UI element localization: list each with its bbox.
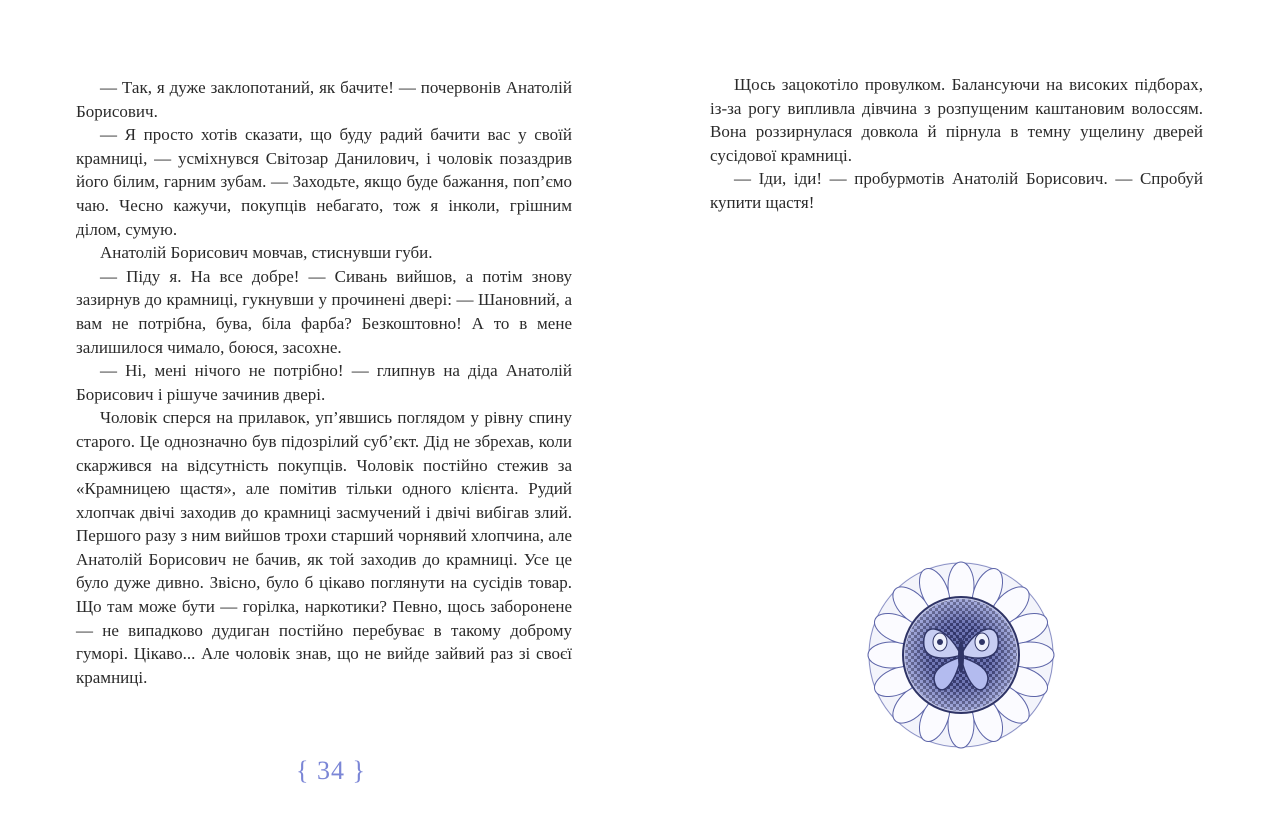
left-page-text: [76, 76, 572, 689]
right-page-text: [710, 73, 1203, 215]
butterfly-sunflower-medallion-icon: [866, 560, 1056, 750]
right-page: [640, 0, 1280, 818]
page-number: { 34 }: [296, 756, 366, 785]
paragraph: — Ні, мені нічого не потрібно! — глипнув на діда Анатолій Борисович і рішуче зачинив двері.: [76, 361, 572, 404]
paragraph: Щось зацокотіло провулком. Балансуючи на високих підборах, із-за рогу випливла дівчина з розпущеним каштановим волоссям. Вона роззирнулася довкола й пірнула в темну ущелину дверей сусідової крамниці.: [710, 75, 1203, 165]
paragraph: Чоловік сперся на прилавок, уп’явшись поглядом у рівну спину старого. Це однозначно був підозрілий суб’єкт. Дід не збрехав, коли скаржився на відсутність покупців. Чоловік постійно стежив за «Крамницею щастя», але помітив тільки одного клієнта. Рудий хлопчак двічі заходив до крамниці засмучений і двічі вибігав злий. Першого разу з ним вийшов трохи старший чорнявий хлопчина, але Анатолій Борисович не бачив, як той заходив до крамниці. Усе це було дуже дивно. Звісно, було б цікаво поглянути на сусідів товар. Що там може бути — горілка, наркотики? Певно, щось заборонене — не випадково дудиган постійно перебуває в такому доброму гуморі. Цікаво... Але чоловік знав, що не вийде зайвий раз зі своєї крамниці.: [76, 408, 572, 687]
paragraph: — Іди, іди! — пробурмотів Анатолій Борисович. — Спробуй купити щастя!: [710, 169, 1203, 212]
paragraph: Анатолій Борисович мовчав, стиснувши губи.: [100, 243, 433, 263]
paragraph: — Піду я. На все добре! — Сивань вийшов, а потім знову зазирнув до крамниці, гукнувши у прочинені двері: — Шановний, а вам не потрібна, бува, біла фарба? Безкоштовно! А то в мене залишилося чимало, боюся, засохне.: [76, 266, 572, 357]
paragraph: — Так, я дуже заклопотаний, як бачите! — почервонів Анатолій Борисович.: [76, 78, 572, 121]
paragraph: — Я просто хотів сказати, що буду радий бачити вас у своїй крамниці, — усміхнувся Світозар Данилович, і чоловік позаздрив його білим, гарним зубам. — Заходьте, якщо буде бажання, поп’ємо чаю. Чесно кажучи, покупців небагато, тож я інколи, грішним ділом, сумую.: [76, 125, 572, 239]
